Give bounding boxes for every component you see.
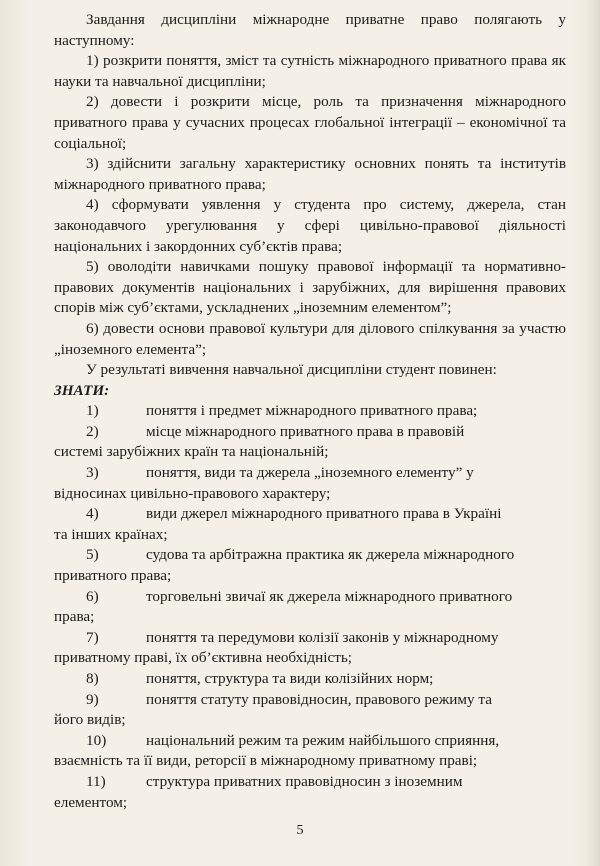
know-item <box>54 504 566 545</box>
know-item-continuation: приватному праві, їх об’єктивна необхідність; <box>54 649 352 667</box>
know-item <box>54 422 566 463</box>
scan-edge-shadow <box>586 0 600 866</box>
know-item-text: судова та арбітражна практика як джерела міжнародного <box>146 546 515 564</box>
know-item-number: 11) <box>86 772 106 790</box>
know-item <box>54 587 566 628</box>
task-item: 3) здійснити загальну характеристику основних понять та інститутів міжнародного приватного права; <box>54 155 566 193</box>
know-item-text: поняття, види та джерела „іноземного елементу” у <box>146 464 474 482</box>
know-item-continuation: відносинах цивільно-правового характеру; <box>54 484 331 502</box>
know-item <box>54 463 566 504</box>
intro-paragraph: Завдання дисципліни міжнародне приватне право полягають у наступному: <box>54 11 566 49</box>
know-item-continuation: системі зарубіжних країн та національній; <box>54 443 329 461</box>
know-item-continuation: приватного права; <box>54 567 172 585</box>
know-item-text: торговельні звичаї як джерела міжнародного приватного <box>146 587 513 605</box>
know-item-number: 4) <box>86 505 99 523</box>
know-item-text: структура приватних правовідносин з іноземним <box>146 772 463 790</box>
know-item-text: поняття статуту правовідносин, правового режиму та <box>146 690 492 708</box>
know-item-continuation: та інших країнах; <box>54 525 168 543</box>
know-item-number: 1) <box>86 402 99 420</box>
know-item-continuation: його видів; <box>54 711 126 729</box>
know-item-number: 2) <box>86 422 99 440</box>
know-item-text: національний режим та режим найбільшого сприяння, <box>146 731 500 749</box>
know-item-number: 8) <box>86 670 99 687</box>
task-item: 5) оволодіти навичками пошуку правової інформації та нормативно-правових документів національних і зарубіжних, для вирішення правових спорів між суб’єктами, ускладнених „іноземним елементом”; <box>54 258 566 317</box>
know-item-continuation: права; <box>54 608 95 626</box>
know-item <box>54 772 566 813</box>
page-text <box>54 10 566 813</box>
task-item: 1) розкрити поняття, зміст та сутність міжнародного приватного права як науки та навчальної дисципліни; <box>54 52 566 90</box>
know-item-number: 7) <box>86 628 99 646</box>
know-item-text: місце міжнародного приватного права в правовій <box>146 422 465 440</box>
know-item-continuation: елементом; <box>54 793 128 811</box>
know-item <box>54 731 566 772</box>
know-item-number: 3) <box>86 464 99 482</box>
know-item-number: 10) <box>86 731 107 749</box>
know-item <box>54 669 566 690</box>
know-heading: ЗНАТИ: <box>54 381 110 399</box>
task-item: 4) сформувати уявлення у студента про систему, джерела, стан законодавчого урегулювання у сфері цивільно-правової діяльності національних і закордонних суб’єктів права; <box>54 196 566 255</box>
task-item: 6) довести основи правової культури для ділового спілкування за участю „іноземного елемента”; <box>54 319 566 358</box>
page-number: 5 <box>296 823 304 838</box>
know-item <box>54 690 566 731</box>
know-item <box>54 628 566 669</box>
know-list <box>54 401 566 813</box>
know-item-text: поняття і предмет міжнародного приватного права; <box>146 402 478 420</box>
know-item <box>54 545 566 586</box>
know-item <box>54 401 566 422</box>
know-item-number: 6) <box>86 587 99 605</box>
results-intro: У результаті вивчення навчальної дисципліни студент повинен: <box>86 361 497 379</box>
know-item-text: види джерел міжнародного приватного права в Україні <box>146 505 502 523</box>
know-item-text: поняття та передумови колізії законів у міжнародному <box>146 628 499 646</box>
know-item-number: 5) <box>86 546 99 564</box>
task-item: 2) довести і розкрити місце, роль та призначення міжнародного приватного права у сучасних процесах глобальної інтеграції – економічної та соціальної; <box>54 93 566 152</box>
know-item-number: 9) <box>86 690 99 708</box>
know-item-continuation: взаємність та її види, реторсії в міжнародному приватному праві; <box>54 752 478 770</box>
know-item-text: поняття, структура та види колізійних норм; <box>146 670 434 687</box>
